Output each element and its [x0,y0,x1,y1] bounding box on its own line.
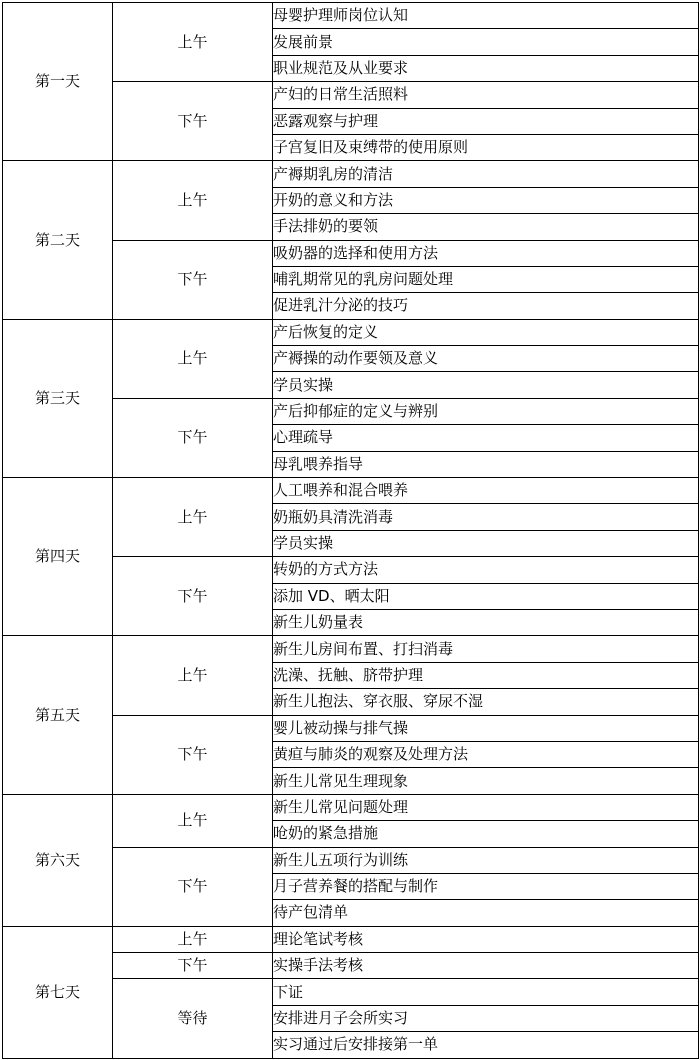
topic-cell: 发展前景 [273,29,699,55]
day-label: 第二天 [3,161,113,319]
training-schedule-table [2,2,699,1059]
topic-cell: 母乳喂养指导 [273,451,699,477]
topic-cell: 产褥期乳房的清洁 [273,161,699,187]
topic-cell: 产妇的日常生活照料 [273,82,699,108]
table-row [3,161,699,187]
topic-cell: 新生儿房间布置、打扫消毒 [273,636,699,662]
table-row [3,3,699,29]
schedule-body [3,3,699,1059]
day-label: 第五天 [3,636,113,794]
topic-cell: 转奶的方式方法 [273,557,699,583]
topic-cell: 理论笔试考核 [273,926,699,952]
table-row [3,319,699,345]
topic-cell: 子宫复旧及束缚带的使用原则 [273,134,699,160]
topic-cell: 实习通过后安排接第一单 [273,1032,699,1058]
topic-cell: 月子营养餐的搭配与制作 [273,873,699,899]
topic-cell: 职业规范及从业要求 [273,55,699,81]
topic-cell: 婴儿被动操与排气操 [273,715,699,741]
day-label: 第六天 [3,794,113,926]
topic-cell: 产后恢复的定义 [273,319,699,345]
topic-cell: 手法排奶的要领 [273,214,699,240]
table-row [3,636,699,662]
topic-cell: 母婴护理师岗位认知 [273,3,699,29]
topic-cell: 开奶的意义和方法 [273,187,699,213]
period-label: 上午 [113,636,273,715]
period-label: 上午 [113,319,273,398]
topic-cell: 心理疏导 [273,425,699,451]
topic-cell: 新生儿奶量表 [273,609,699,635]
period-label: 下午 [113,847,273,926]
topic-cell: 待产包清单 [273,900,699,926]
period-label: 上午 [113,478,273,557]
day-label: 第四天 [3,478,113,636]
topic-cell: 学员实操 [273,372,699,398]
period-label: 下午 [113,557,273,636]
table-row [3,478,699,504]
period-label: 上午 [113,161,273,240]
topic-cell: 产褥操的动作要领及意义 [273,346,699,372]
period-label: 上午 [113,926,273,952]
day-label: 第三天 [3,319,113,477]
topic-cell: 新生儿五项行为训练 [273,847,699,873]
period-label: 等待 [113,979,273,1058]
topic-cell: 新生儿抱法、穿衣服、穿尿不湿 [273,689,699,715]
topic-cell: 洗澡、抚触、脐带护理 [273,662,699,688]
topic-cell: 促进乳汁分泌的技巧 [273,293,699,319]
topic-cell: 吸奶器的选择和使用方法 [273,240,699,266]
period-label: 下午 [113,953,273,979]
topic-cell: 实操手法考核 [273,953,699,979]
topic-cell: 新生儿常见问题处理 [273,794,699,820]
topic-cell: 学员实操 [273,530,699,556]
table-row [3,926,699,952]
period-label: 上午 [113,794,273,847]
period-label: 下午 [113,240,273,319]
day-label: 第七天 [3,926,113,1058]
day-label: 第一天 [3,3,113,161]
topic-cell: 黄疸与肺炎的观察及处理方法 [273,741,699,767]
period-label: 下午 [113,398,273,477]
table-row [3,794,699,820]
topic-cell: 添加 VD、晒太阳 [273,583,699,609]
topic-cell: 恶露观察与护理 [273,108,699,134]
topic-cell: 奶瓶奶具清洗消毒 [273,504,699,530]
topic-cell: 安排进月子会所实习 [273,1005,699,1031]
topic-cell: 新生儿常见生理现象 [273,768,699,794]
period-label: 上午 [113,3,273,82]
topic-cell: 下证 [273,979,699,1005]
period-label: 下午 [113,715,273,794]
topic-cell: 呛奶的紧急措施 [273,821,699,847]
topic-cell: 哺乳期常见的乳房问题处理 [273,266,699,292]
period-label: 下午 [113,82,273,161]
topic-cell: 人工喂养和混合喂养 [273,478,699,504]
topic-cell: 产后抑郁症的定义与辨别 [273,398,699,424]
